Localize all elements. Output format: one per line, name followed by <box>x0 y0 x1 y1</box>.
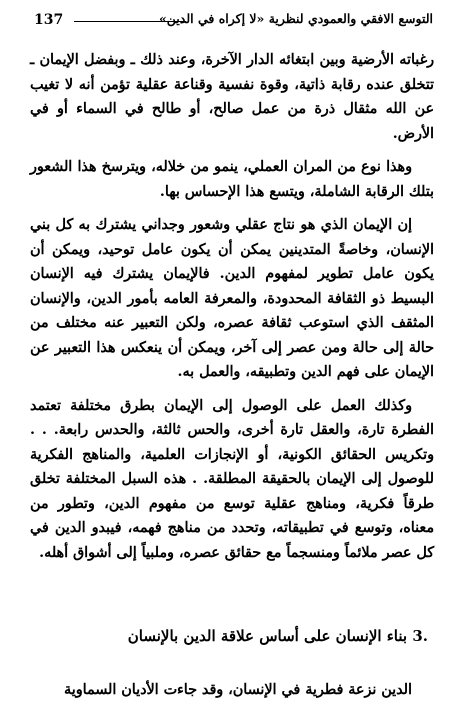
paragraph-gap <box>30 385 434 394</box>
page-number: 137 <box>34 12 64 28</box>
paragraph: إن الإيمان الذي هو نتاج عقلي وشعور وجداني يشترك به كل بني الإنسان، وخاصةً المتدينين يمكن أن يكون عامل توحيد، ويمكن أن يكون عامل تطوير لمفهوم الدين. فالإيمان يشترك فيه الإنسان البسيط ذو الثقافة المحدودة، والمعرفة العامه بأمور الدين، والإنسان المثقف الذي استوعب ثقافة عصره، ولكن التعبير عنه مختلف من حالة إلى حالة ومن عصر إلى آخر، ويمكن أن ينعكس هذا التعبير عن الإيمان على فهم الدين وتطبيقه، والعمل به. <box>30 217 434 380</box>
running-title: التوسع الافقي والعمودي لنظرية «لا إكراه في الدين» <box>158 11 433 26</box>
body-text <box>30 48 434 565</box>
running-header <box>34 10 433 32</box>
paragraph: رغباته الأرضية وبين ابتغائه الدار الآخرة، وعند ذلك ـ وبفضل الإيمان ـ تتخلق عنده رقابة ذاتية، وقوة نفسية وقناعة عقلية تؤمن أنه لا تغيب عن الله مثقال ذرة من عمل صالح، أو طالح في السماء أو في الأرض. <box>30 52 434 142</box>
section-heading <box>30 626 434 646</box>
paragraph: الدين نزعة فطرية في الإنسان، وقد جاءت الأديان السماوية <box>64 682 412 699</box>
section-title: بناء الإنسان على أساس علاقة الدين بالإنسان <box>127 627 408 645</box>
paragraph-gap <box>30 204 434 213</box>
paragraph-gap <box>30 146 434 155</box>
section-number: 3. <box>412 627 428 645</box>
paragraph: وهذا نوع من المران العملي، ينمو من خلاله، ويترسخ هذا الشعور بتلك الرقابة الشاملة، ويتسع هذا الإحساس بها. <box>30 159 434 200</box>
paragraph: وكذلك العمل على الوصول إلى الإيمان بطرق مختلفة تعتمد الفطرة تارة، والعقل تارة أخرى، والحس ثالثة، والحدس رابعة. . . وتكريس الحقائق الكونية، أو الإنجازات العلمية، والمناهج الفكرية للوصول إلى الإيمان بالحقيقة المطلقة. . هذه السبل المختلفة تخلق طرقاً فكرية، ومناهج عقلية توسع من مفهوم الدين، وتطور من معناه، وتوسع في تطبيقاته، وتحدد من مناهج فهمه، فيبدو الدين في كل عصر ملائماً ومنسجماً مع حقائق عصره، وملبياً إلى أشواق أهله. <box>30 397 434 561</box>
